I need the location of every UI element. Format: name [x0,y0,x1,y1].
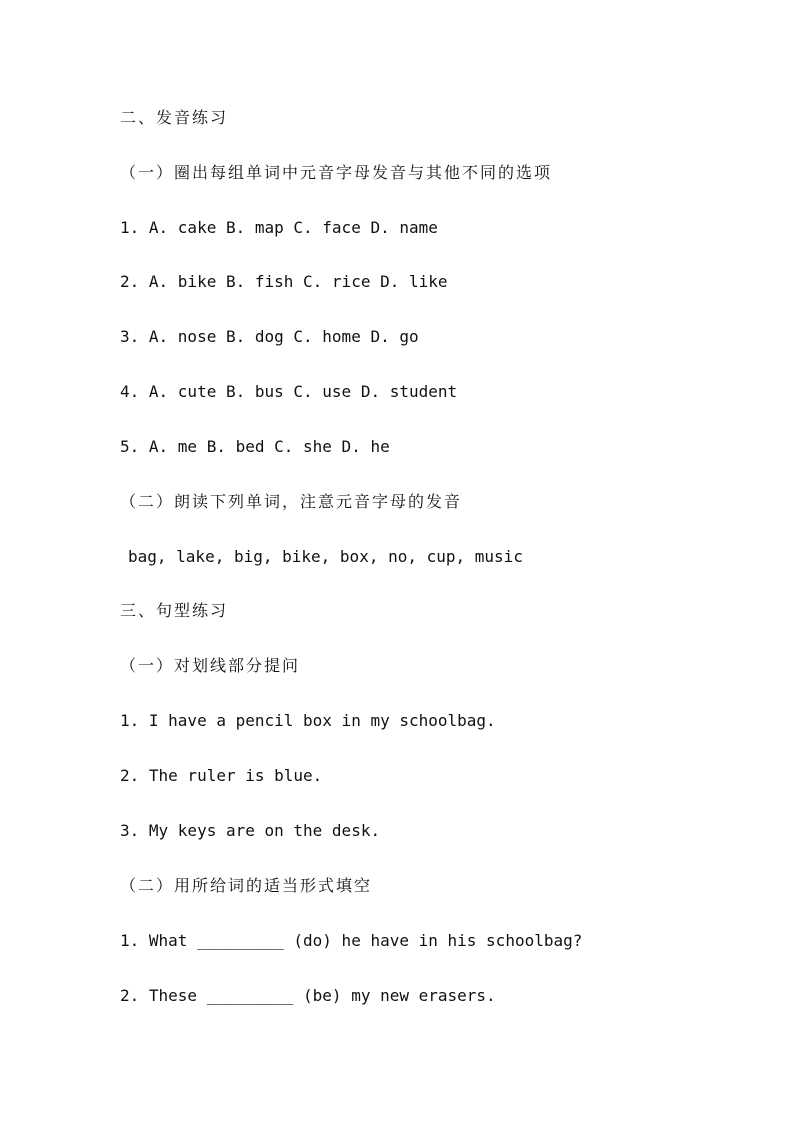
section-heading-sentences: 三、句型练习 [120,601,229,620]
exercise-item: 4. A. cute B. bus C. use D. student [120,382,458,401]
word-list: bag, lake, big, bike, box, no, cup, music [128,547,523,566]
exercise-item: 3. A. nose B. dog C. home D. go [120,327,419,346]
exercise-item: 1. A. cake B. map C. face D. name [120,218,438,237]
exercise-item: 2. These _________ (be) my new erasers. [120,986,496,1005]
exercise-item: 2. The ruler is blue. [120,766,323,785]
part-title-fill-blanks: （二）用所给词的适当形式填空 [120,876,373,895]
part-title-ask-questions: （一）对划线部分提问 [120,656,301,675]
section-heading-pronunciation: 二、发音练习 [120,108,229,127]
exercise-item: 1. What _________ (do) he have in his schoolbag? [120,931,583,950]
exercise-item: 5. A. me B. bed C. she D. he [120,437,390,456]
part-title-read-words: （二）朗读下列单词，注意元音字母的发音 [120,492,463,511]
exercise-item: 3. My keys are on the desk. [120,821,381,840]
part-title-circle-different: （一）圈出每组单词中元音字母发音与其他不同的选项 [120,163,553,182]
exercise-item: 2. A. bike B. fish C. rice D. like [120,272,448,291]
exercise-item: 1. I have a pencil box in my schoolbag. [120,711,496,730]
